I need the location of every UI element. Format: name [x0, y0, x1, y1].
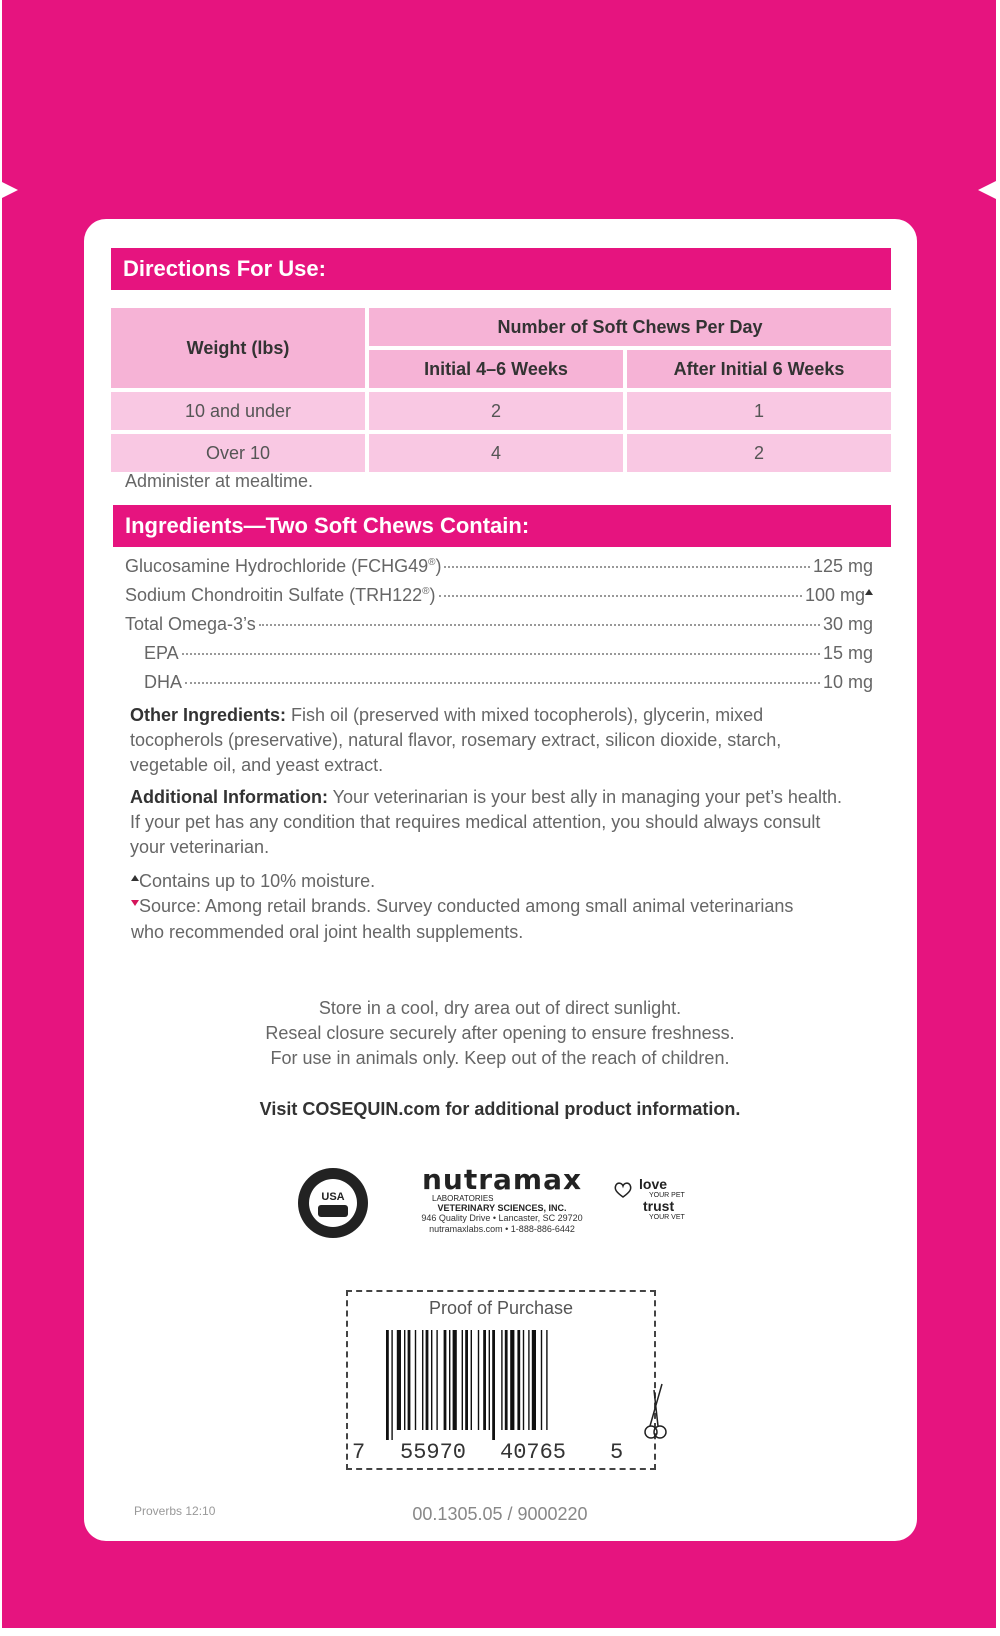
brand-sub: LABORATORIES	[432, 1194, 494, 1203]
love-text: love	[639, 1176, 668, 1192]
storage-line: For use in animals only. Keep out of the reach of children.	[270, 1048, 730, 1068]
barcode-group-1: 55970	[400, 1440, 467, 1465]
other-ingredients-text: Fish oil (preserved with mixed tocopherols), glycerin, mixed tocopherols (preservative), natural flavor, rosemary extract, silicon dioxide, starch, vegetable oil, and yeast extract.	[130, 705, 782, 775]
nutramax-logo	[392, 1163, 612, 1235]
triangle-down-icon	[131, 900, 139, 906]
ingredient-value: 15 mg	[822, 643, 873, 663]
ingredient-row	[125, 556, 873, 577]
tear-notch-right	[978, 181, 996, 199]
storage-line: Store in a cool, dry area out of direct sunlight.	[318, 998, 682, 1018]
ingredient-row	[144, 672, 873, 693]
weight-header: Weight (lbs)	[111, 308, 369, 388]
ingredient-row	[125, 585, 873, 606]
after-header: After Initial 6 Weeks	[627, 350, 891, 388]
trust-sub-text: YOUR VET	[649, 1214, 685, 1221]
dosing-table	[111, 304, 891, 476]
weight-cell: 10 and under	[111, 392, 369, 430]
barcode-digit-right: 5	[610, 1440, 624, 1465]
ingredient-value: 125 mg	[812, 556, 873, 576]
ingredient-row	[144, 643, 873, 664]
proof-title: Proof of Purchase	[428, 1298, 574, 1318]
ingredient-name: EPA	[144, 643, 179, 663]
dot-leader	[444, 566, 809, 568]
proverbs-reference: Proverbs 12:10	[134, 1504, 216, 1518]
ingredient-name: Total Omega-3’s	[125, 614, 256, 634]
initial-cell: 2	[369, 392, 627, 430]
company-address: 946 Quality Drive • Lancaster, SC 29720	[421, 1213, 583, 1223]
table-row	[111, 434, 891, 472]
tear-notch-left	[0, 181, 18, 199]
initial-header: Initial 4–6 Weeks	[369, 350, 627, 388]
other-ingredients	[130, 703, 850, 778]
ingredient-name: Sodium Chondroitin Sulfate (TRH122®)	[125, 585, 436, 605]
storage-line: Reseal closure securely after opening to ensure freshness.	[265, 1023, 735, 1043]
heart-paw-icon	[613, 1180, 633, 1200]
after-cell: 2	[627, 434, 891, 472]
administer-note: Administer at mealtime.	[125, 471, 314, 491]
ingredient-name: DHA	[144, 672, 183, 692]
weight-cell: Over 10	[111, 434, 369, 472]
barcode-group-2: 40765	[500, 1440, 567, 1465]
made-in-usa-seal	[298, 1168, 368, 1238]
additional-information	[130, 785, 850, 860]
barcode-icon	[386, 1330, 602, 1440]
additional-information-text: Your veterinarian is your best ally in managing your pet’s health. If your pet has any condition that requires medical attention, you should always consult your veterinarian.	[130, 787, 842, 857]
scissors-icon[interactable]	[644, 1382, 670, 1442]
ingredient-name: Glucosamine Hydrochloride (FCHG49®)	[125, 556, 442, 576]
ingredient-row	[125, 614, 873, 635]
moisture-footnote: Contains up to 10% moisture.	[131, 868, 831, 894]
website-note: Visit COSEQUIN.com for additional product information.	[259, 1099, 741, 1119]
company-contact: nutramaxlabs.com • 1-888-886-6442	[429, 1224, 575, 1234]
usa-map-icon	[318, 1205, 348, 1217]
source-footnote: Source: Among retail brands. Survey conducted among small animal veterinarians who recommended oral joint health supplements.	[131, 896, 794, 942]
moisture-marker-icon	[865, 589, 873, 595]
seal-text: USA	[321, 1191, 345, 1203]
other-ingredients-label: Other Ingredients:	[130, 705, 287, 725]
product-code: 00.1305.05 / 9000220	[412, 1504, 588, 1524]
ingredient-value: 100 mg	[805, 585, 873, 606]
storage-instructions	[200, 996, 800, 1071]
ingredient-value: 30 mg	[822, 614, 873, 634]
brand-name: nutramax	[421, 1163, 583, 1196]
dot-leader	[182, 653, 820, 655]
barcode-digit-left: 7	[352, 1440, 366, 1465]
table-row	[111, 308, 891, 346]
table-row	[111, 392, 891, 430]
chews-header: Number of Soft Chews Per Day	[369, 308, 891, 346]
initial-cell: 4	[369, 434, 627, 472]
proof-of-purchase	[346, 1290, 656, 1470]
ingredients-header: Ingredients—Two Soft Chews Contain:	[113, 505, 891, 547]
division-name: VETERINARY SCIENCES, INC.	[437, 1203, 567, 1213]
directions-header: Directions For Use:	[111, 248, 891, 290]
dot-leader	[259, 624, 820, 626]
after-cell: 1	[627, 392, 891, 430]
ingredient-value: 10 mg	[822, 672, 873, 692]
love-trust-logo	[613, 1178, 703, 1226]
triangle-up-icon	[131, 875, 139, 881]
trust-text: trust	[643, 1198, 675, 1214]
dot-leader	[185, 682, 820, 684]
love-sub-text: YOUR PET	[649, 1192, 685, 1199]
dot-leader	[439, 595, 802, 597]
additional-information-label: Additional Information:	[130, 787, 328, 807]
